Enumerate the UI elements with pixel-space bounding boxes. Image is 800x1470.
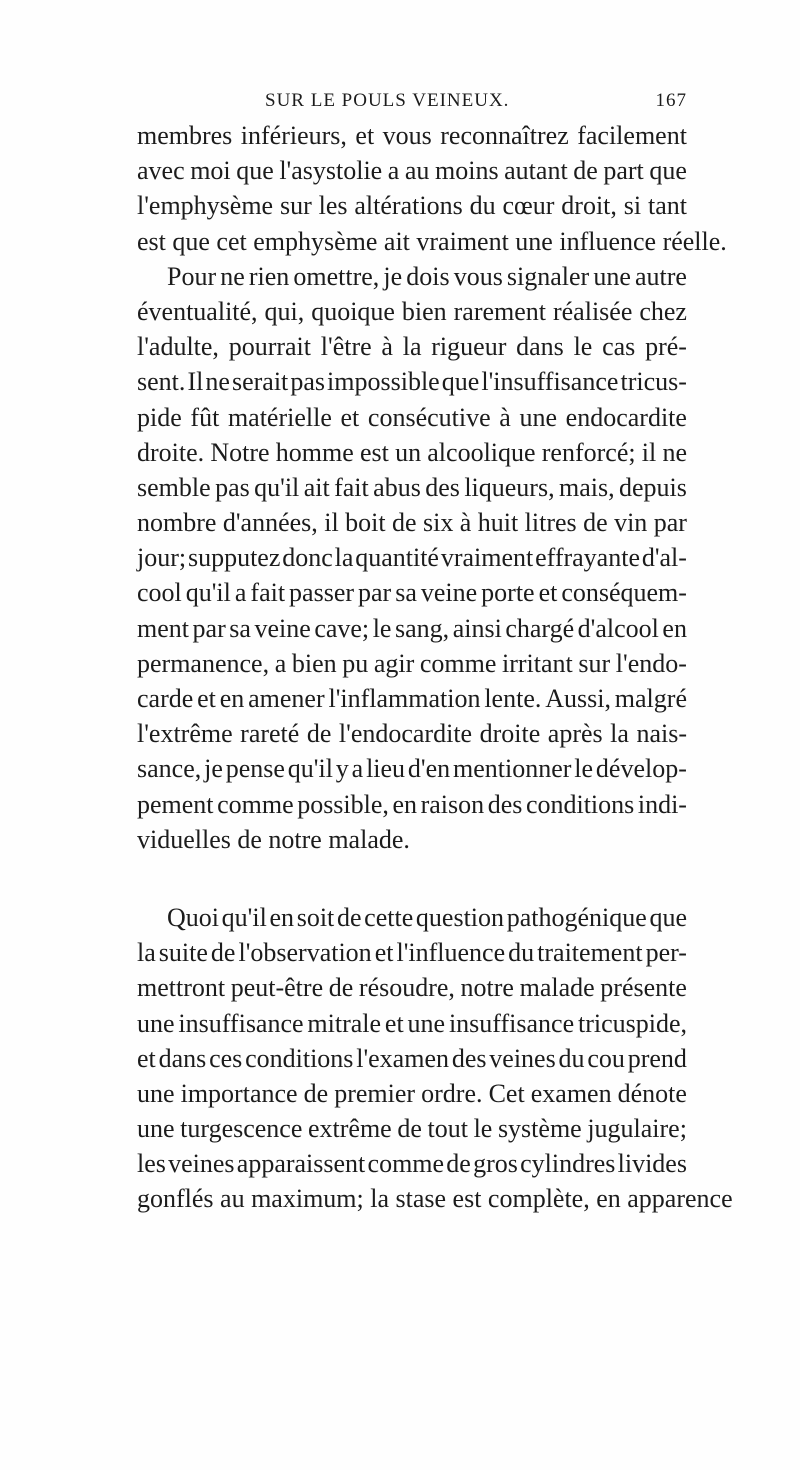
text-line: sance, je pense qu'il y a lieu d'en mentionner le dévelop- (137, 754, 687, 784)
text-line: permanence, a bien pu agir comme irritant sur l'endo- (137, 648, 687, 678)
text-line: et dans ces conditions l'examen des veines du cou prend (137, 1043, 687, 1073)
running-title: SUR LE POULS VEINEUX. (265, 90, 510, 111)
text-line: viduelles de notre malade. (137, 824, 410, 854)
text-line: Pour ne rien omettre, je dois vous signaler une autre (167, 261, 687, 291)
text-line: une insuffisance mitrale et une insuffisance tricuspide, (137, 1008, 687, 1038)
text-line: carde et en amener l'inflammation lente. Aussi, malgré (137, 684, 687, 713)
text-line: semble pas qu'il ait fait abus des liqueurs, mais, depuis (137, 472, 687, 502)
text-line: membres inférieurs, et vous reconnaîtrez facilement (137, 121, 687, 150)
text-line: ment par sa veine cave; le sang, ainsi chargé d'alcool en (137, 613, 687, 643)
text-line: une turgescence extrême de tout le système jugulaire; (137, 1114, 687, 1144)
text-line: nombre d'années, il boit de six à huit litres de vin par (137, 508, 687, 538)
text-line: pement comme possible, en raison des conditions indi- (137, 789, 687, 819)
text-line: mettront peut-être de résoudre, notre malade présente (137, 973, 687, 1003)
paragraph (137, 259, 687, 857)
text-line: droite. Notre homme est un alcoolique renforcé; il ne (137, 437, 687, 467)
text-line: sent. Il ne serait pas impossible que l'insuffisance tricus- (137, 367, 687, 397)
text-line: avec moi que l'asystolie a au moins autant de part que (137, 156, 687, 186)
text-line: une importance de premier ordre. Cet examen dénote (137, 1078, 687, 1108)
body-text (137, 118, 733, 1217)
paragraph (137, 900, 733, 1217)
text-line: l'emphysème sur les altérations du cœur droit, si tant (137, 191, 687, 221)
paragraph-gap (137, 857, 687, 900)
paragraph (137, 118, 727, 259)
text-line: éventualité, qui, quoique bien rarement réalisée chez (137, 296, 687, 326)
text-line: la suite de l'observation et l'influence du traitement per- (137, 938, 687, 968)
text-line: l'extrême rareté de l'endocardite droite après la nais- (137, 719, 687, 749)
text-line: Quoi qu'il en soit de cette question pathogénique que (167, 902, 687, 932)
text-line: l'adulte, pourrait l'être à la rigueur dans le cas pré- (137, 332, 687, 362)
text-line: les veines apparaissent comme de gros cylindres livides (137, 1149, 687, 1179)
text-line: est que cet emphysème ait vraiment une influence réelle. (137, 226, 727, 256)
page-number: 167 (655, 90, 687, 111)
running-head (265, 88, 687, 114)
text-line: gonflés au maximum; la stase est complète, en apparence (137, 1184, 733, 1214)
text-line: jour; supputez donc la quantité vraiment effrayante d'al- (137, 543, 687, 573)
text-line: cool qu'il a fait passer par sa veine porte et conséquem- (137, 578, 687, 608)
text-line: pide fût matérielle et consécutive à une endocardite (137, 402, 687, 432)
